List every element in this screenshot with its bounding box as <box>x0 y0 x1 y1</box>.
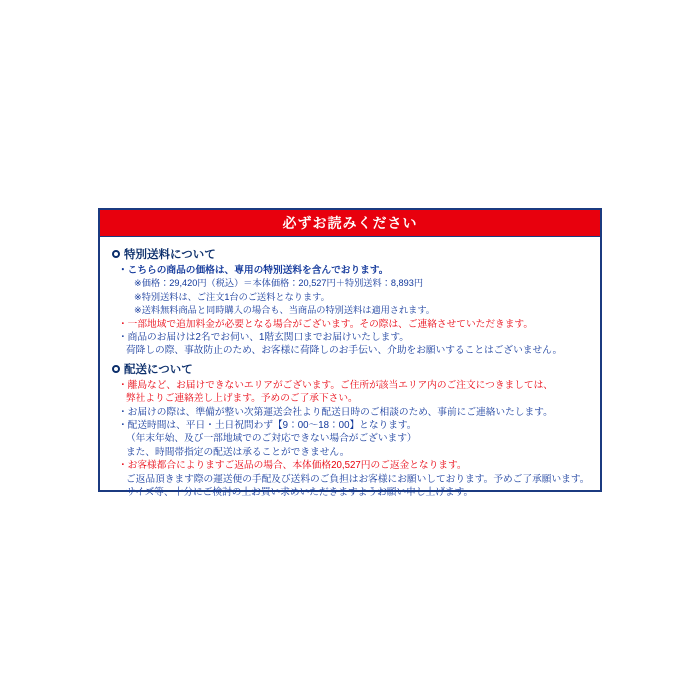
notice-line: また、時間帯指定の配送は承ることができません。 <box>126 446 350 458</box>
notice-body <box>100 237 600 509</box>
notice-line: （年末年始、及び一部地域でのご対応できない場合がございます） <box>126 433 417 445</box>
section-lines-delivery <box>112 379 590 500</box>
section-shipping-fee <box>112 246 590 358</box>
notice-line: 荷降しの際、事故防止のため、お客様に荷降しのお手伝い、介助をお願いすることはございません。 <box>126 345 563 357</box>
notice-line: ※特別送料は、ご注文1台のご送料となります。 <box>134 291 330 302</box>
notice-line: ・配送時間は、平日・土日祝問わず【9：00～18：00】となります。 <box>118 420 417 432</box>
notice-line: ※価格：29,420円（税込）＝本体価格：20,527円＋特別送料：8,893円 <box>134 278 424 289</box>
notice-line: ご返品頂きます際の運送便の手配及び送料のご負担はお客様にお願いしております。予めご了承願います。 <box>126 473 590 485</box>
section-delivery <box>112 361 590 500</box>
notice-line: ・お届けの際は、準備が整い次第運送会社より配送日時のご相談のため、事前にご連絡いたします。 <box>118 406 553 418</box>
section-title-text: 特別送料について <box>124 249 216 261</box>
notice-line: ・商品のお届けは2名でお伺い、1階玄関口までお届けいたします。 <box>118 332 409 344</box>
notice-line: ・離島など、お届けできないエリアがございます。ご住所が該当エリア内のご注文につきましては、 <box>118 379 553 391</box>
notice-line: サイズ等、十分にご検討の上お買い求めいただきますようお願い申し上げます。 <box>126 487 474 499</box>
notice-line: ※送料無料商品と同時購入の場合も、当商品の特別送料は適用されます。 <box>134 305 435 316</box>
notice-header-title: 必ずお読みください <box>282 215 418 231</box>
notice-box <box>98 208 602 499</box>
bullet-dot-icon <box>112 250 120 258</box>
bullet-dot-icon <box>112 365 120 373</box>
notice-header <box>100 210 600 237</box>
section-title-text: 配送について <box>124 363 193 376</box>
section-title-shipping-fee <box>112 246 590 262</box>
section-title-delivery <box>112 361 590 377</box>
notice-line: ・お客様都合によりますご返品の場合、本体価格20,527円のご返金となります。 <box>118 460 467 472</box>
notice-line: 弊社よりご連絡差し上げます。予めのご了承下さい。 <box>126 393 358 405</box>
notice-line: ・こちらの商品の価格は、専用の特別送料を含んでおります。 <box>118 265 389 276</box>
section-lines-shipping-fee <box>112 264 590 358</box>
notice-line: ・一部地域で追加料金が必要となる場合がございます。その際は、ご連絡させていただきます。 <box>118 318 534 330</box>
